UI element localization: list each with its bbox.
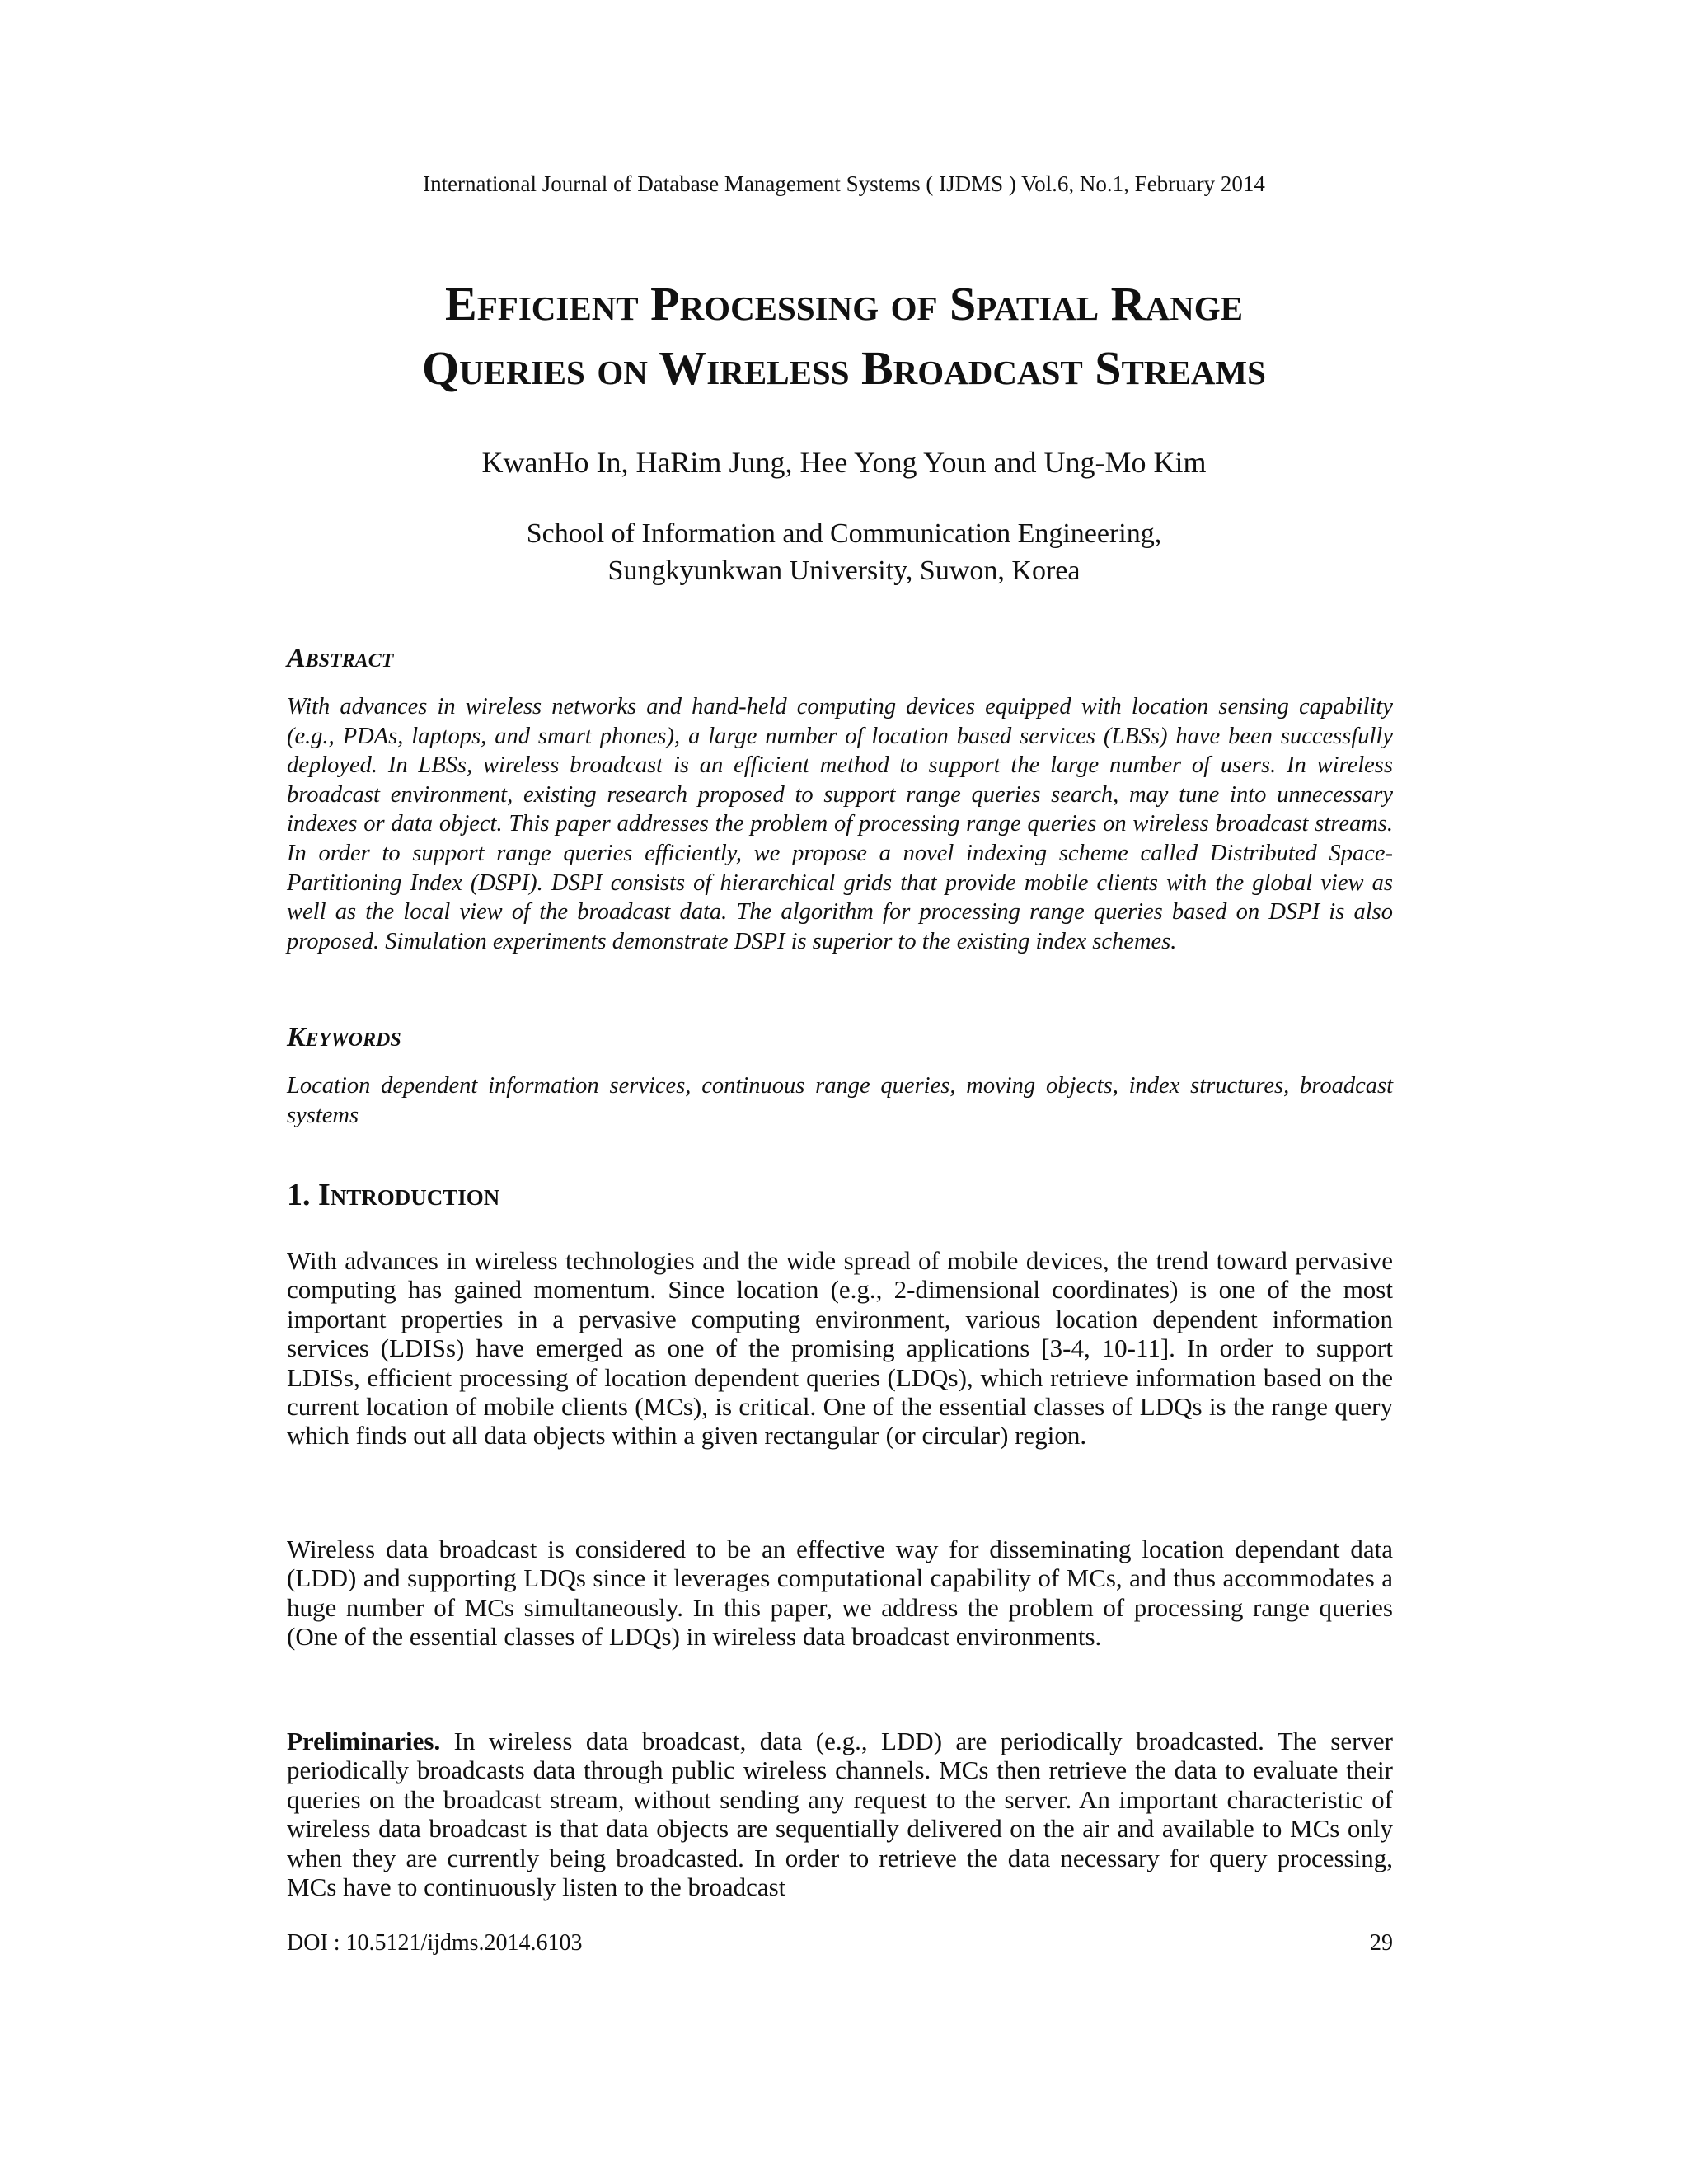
abstract-text: With advances in wireless networks and hand-held computing devices equipped with location sensing capability (e.g., PDAs, laptops, and smart phones), a large number of location based services (LBSs) have been successfully deployed. In LBSs, wireless broadcast is an efficient method to support the large number of users. In wireless broadcast environment, existing research proposed to support range queries search, may tune into unnecessary indexes or data object. This paper addresses the problem of processing range queries on wireless broadcast streams. In order to support range queries efficiently, we propose a novel indexing scheme called Distributed Space-Partitioning Index (DSPI). DSPI consists of hierarchical grids that provide mobile clients with the global view as well as the local view of the broadcast data. The algorithm for processing range queries based on DSPI is also proposed. Simulation experiments demonstrate DSPI is superior to the existing index schemes.: [287, 694, 1393, 954]
affiliation-line-1: School of Information and Communication Engineering,: [526, 518, 1162, 549]
keywords-heading: Keywords: [287, 1022, 401, 1052]
page-number: 29: [1370, 1930, 1393, 1956]
doi-footer: DOI : 10.5121/ijdms.2014.6103: [287, 1930, 583, 1956]
introduction-heading: 1. Introduction: [287, 1178, 500, 1212]
affiliation: [0, 515, 1688, 589]
title-line-1: Efficient Processing of Spatial Range: [445, 277, 1243, 330]
intro-paragraph-1: With advances in wireless technologies and the wide spread of mobile devices, the trend toward pervasive computing has gained momentum. Since location (e.g., 2-dimensional coordinates) is one of the most important properties in a pervasive computing environment, various location dependent information services (LDISs) have emerged as one of the promising applications [3-4, 10-11]. In order to support LDISs, efficient processing of location dependent queries (LDQs), which retrieve information based on the current location of mobile clients (MCs), is critical. One of the essential classes of LDQs is the range query which finds out all data objects within a given rectangular (or circular) region.: [287, 1246, 1393, 1451]
preliminaries-text: In wireless data broadcast, data (e.g., LDD) are periodically broadcasted. The server periodically broadcasts data through public wireless channels. MCs then retrieve the data to evaluate their queries on the broadcast stream, without sending any request to the server. An important characteristic of wireless data broadcast is that data objects are sequentially delivered on the air and available to MCs only when they are currently being broadcasted. In order to retrieve the data necessary for query processing, MCs have to continuously listen to the broadcast: [287, 1727, 1393, 1902]
author-list: KwanHo In, HaRim Jung, Hee Yong Youn and Ung-Mo Kim: [481, 446, 1207, 479]
journal-header: International Journal of Database Management Systems ( IJDMS ) Vol.6, No.1, February 2014: [423, 171, 1265, 196]
intro-paragraph-2: Wireless data broadcast is considered to be an effective way for disseminating location dependant data (LDD) and supporting LDQs since it leverages computational capability of MCs, and thus accommodates a huge number of MCs simultaneously. In this paper, we address the problem of processing range queries (One of the essential classes of LDQs) in wireless data broadcast environments.: [287, 1535, 1393, 1652]
keywords-text: Location dependent information services, continuous range queries, moving objects, index structures, broadcast systems: [287, 1073, 1393, 1128]
title-line-2: Queries on Wireless Broadcast Streams: [422, 341, 1266, 395]
abstract-heading: Abstract: [287, 643, 394, 673]
preliminaries-lead: Preliminaries.: [287, 1727, 441, 1755]
intro-paragraph-3: [287, 1727, 1393, 1901]
affiliation-line-2: Sungkyunkwan University, Suwon, Korea: [607, 555, 1081, 586]
paper-title: [0, 272, 1688, 401]
